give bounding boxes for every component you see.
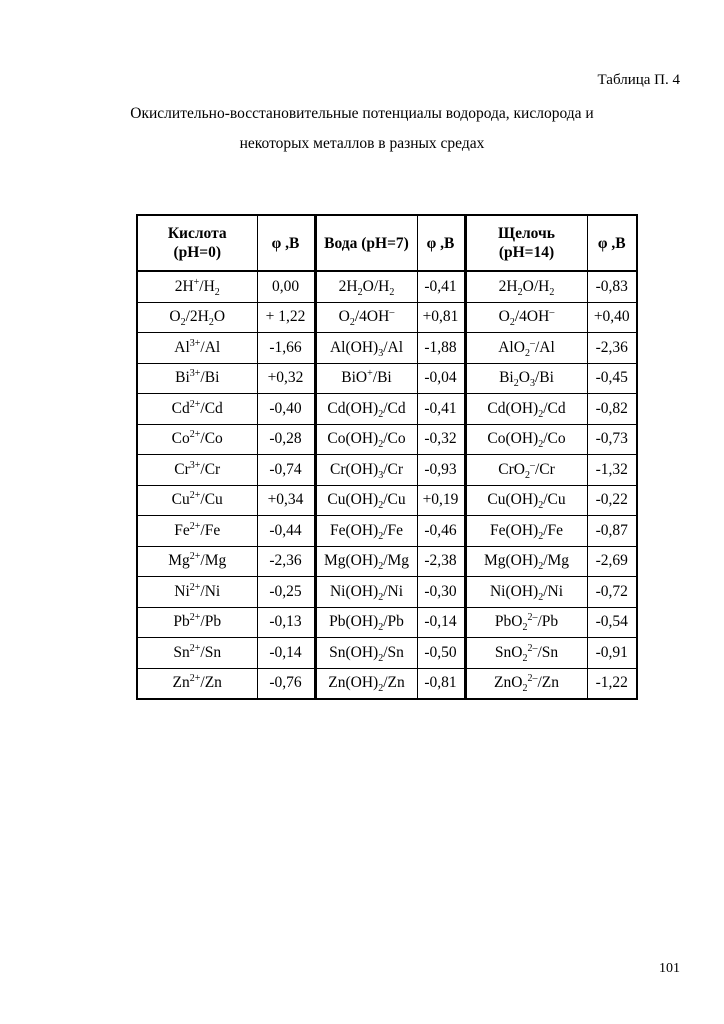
formula-part: Ni(OH) bbox=[489, 582, 539, 600]
table-row bbox=[137, 668, 637, 699]
alkali-potential-cell: -0,72 bbox=[587, 577, 637, 608]
formula-part: Cd bbox=[171, 399, 190, 417]
acid-potential-cell: -0,76 bbox=[257, 668, 315, 699]
formula-part: Al(OH) bbox=[329, 338, 379, 356]
formula-part: 2 bbox=[522, 652, 528, 664]
alkali-formula-cell bbox=[465, 668, 587, 699]
water-formula-cell bbox=[315, 485, 417, 516]
formula-part: CrO bbox=[498, 460, 525, 478]
acid-potential-cell: 0,00 bbox=[257, 271, 315, 302]
acid-formula-cell bbox=[137, 546, 257, 577]
formula-part: /4OH bbox=[354, 308, 390, 326]
alkali-potential-cell: -0,45 bbox=[587, 363, 637, 394]
water-potential-cell: -0,04 bbox=[417, 363, 465, 394]
water-formula-cell bbox=[315, 363, 417, 394]
formula-part: O bbox=[518, 369, 530, 387]
formula-part: /Cd bbox=[200, 399, 223, 417]
header-acid-line1: Кислота bbox=[167, 225, 227, 242]
formula-part: 2H bbox=[338, 277, 358, 295]
formula-part: Mg(OH) bbox=[323, 552, 379, 570]
formula-part: 3 bbox=[378, 469, 384, 481]
formula-part: 2 bbox=[513, 378, 519, 390]
water-potential-cell: +0,81 bbox=[417, 302, 465, 333]
formula-part: Sn bbox=[173, 643, 190, 661]
alkali-potential-cell: -0,87 bbox=[587, 516, 637, 547]
alkali-formula-cell bbox=[465, 455, 587, 486]
formula-part: Pb bbox=[173, 613, 190, 631]
formula-part: /Fe bbox=[383, 521, 404, 539]
formula-part: Bi bbox=[499, 369, 514, 387]
acid-potential-cell: -0,74 bbox=[257, 455, 315, 486]
formula-part: /Bi bbox=[200, 369, 220, 387]
table-row bbox=[137, 546, 637, 577]
table-title-line-1: Окислительно-восстановительные потенциалы водорода, кислорода и bbox=[130, 105, 594, 122]
formula-part: Zn(OH) bbox=[328, 674, 379, 692]
water-formula-cell bbox=[315, 516, 417, 547]
water-formula-cell bbox=[315, 394, 417, 425]
water-formula-cell bbox=[315, 271, 417, 302]
acid-formula-cell bbox=[137, 394, 257, 425]
formula-part: Cu(OH) bbox=[327, 491, 379, 509]
formula-part: 2 bbox=[549, 286, 555, 298]
formula-part: /Al bbox=[383, 338, 404, 356]
acid-formula-cell bbox=[137, 455, 257, 486]
formula-part: Cu(OH) bbox=[487, 491, 539, 509]
formula-part: 2 bbox=[180, 317, 186, 329]
formula-part: /Cu bbox=[543, 491, 566, 509]
formula-part: Fe(OH) bbox=[489, 521, 539, 539]
formula-part: 2 bbox=[538, 530, 544, 542]
water-potential-cell: -0,46 bbox=[417, 516, 465, 547]
formula-part: /Cr bbox=[383, 460, 404, 478]
formula-part: 2 bbox=[538, 561, 544, 573]
formula-part: /Al bbox=[200, 338, 221, 356]
alkali-formula-cell bbox=[465, 333, 587, 364]
formula-part: 2+ bbox=[189, 429, 201, 441]
water-potential-cell: -0,81 bbox=[417, 668, 465, 699]
formula-part: /Zn bbox=[383, 674, 405, 692]
table-row bbox=[137, 302, 637, 333]
formula-part: 2 bbox=[538, 408, 544, 420]
acid-potential-cell: -0,40 bbox=[257, 394, 315, 425]
formula-part: 2 bbox=[522, 622, 528, 634]
formula-part: /Cu bbox=[383, 491, 406, 509]
acid-formula-cell bbox=[137, 516, 257, 547]
formula-part: – bbox=[529, 459, 535, 471]
formula-part: /H bbox=[199, 277, 215, 295]
formula-part: 2+ bbox=[189, 581, 201, 593]
alkali-potential-cell: -0,54 bbox=[587, 607, 637, 638]
acid-formula-cell bbox=[137, 424, 257, 455]
formula-part: /Mg bbox=[543, 552, 570, 570]
formula-part: /Zn bbox=[200, 674, 222, 692]
formula-part: 2+ bbox=[189, 398, 201, 410]
formula-part: /Cu bbox=[200, 491, 223, 509]
acid-formula-cell bbox=[137, 638, 257, 669]
formula-part: 2– bbox=[527, 612, 538, 624]
alkali-potential-cell: -0,82 bbox=[587, 394, 637, 425]
formula-part: 2 bbox=[378, 622, 384, 634]
formula-part: O bbox=[213, 308, 226, 326]
formula-part: /Al bbox=[534, 338, 555, 356]
alkali-potential-cell: -0,91 bbox=[587, 638, 637, 669]
table-body bbox=[137, 271, 637, 699]
acid-formula-cell bbox=[137, 577, 257, 608]
formula-part: 2+ bbox=[189, 490, 201, 502]
water-potential-cell: -0,30 bbox=[417, 577, 465, 608]
formula-part: 2 bbox=[378, 652, 384, 664]
acid-potential-cell: -2,36 bbox=[257, 546, 315, 577]
formula-part: 2H bbox=[498, 277, 518, 295]
table-row bbox=[137, 607, 637, 638]
formula-part: /Fe bbox=[543, 521, 564, 539]
alkali-formula-cell bbox=[465, 363, 587, 394]
formula-part: 2 bbox=[538, 439, 544, 451]
formula-part: 2 bbox=[378, 439, 384, 451]
formula-part: 2H bbox=[174, 277, 194, 295]
formula-part: + bbox=[367, 368, 373, 380]
formula-part: 2 bbox=[538, 500, 544, 512]
table-row bbox=[137, 577, 637, 608]
formula-part: O/H bbox=[362, 277, 390, 295]
formula-part: Fe(OH) bbox=[329, 521, 379, 539]
formula-part: 2 bbox=[389, 286, 395, 298]
formula-part: Cu bbox=[171, 491, 190, 509]
formula-part: 2 bbox=[378, 591, 384, 603]
formula-part: 2 bbox=[522, 683, 528, 695]
formula-part: 2 bbox=[208, 317, 214, 329]
formula-part: AlO bbox=[498, 338, 525, 356]
water-formula-cell bbox=[315, 302, 417, 333]
formula-part: /Mg bbox=[383, 552, 410, 570]
formula-part: Cd(OH) bbox=[327, 399, 379, 417]
formula-part: /Ni bbox=[383, 582, 404, 600]
potentials-table bbox=[136, 214, 638, 700]
acid-potential-cell: -0,14 bbox=[257, 638, 315, 669]
alkali-formula-cell bbox=[465, 577, 587, 608]
formula-part: 2 bbox=[378, 500, 384, 512]
formula-part: Co(OH) bbox=[327, 430, 379, 448]
formula-part: Al bbox=[174, 338, 190, 356]
formula-part: Cr(OH) bbox=[329, 460, 379, 478]
formula-part: /Co bbox=[383, 430, 406, 448]
water-formula-cell bbox=[315, 638, 417, 669]
formula-part: Ni(OH) bbox=[329, 582, 379, 600]
formula-part: 3 bbox=[529, 378, 535, 390]
formula-part: /Zn bbox=[537, 674, 559, 692]
formula-part: 2 bbox=[214, 286, 220, 298]
formula-part: 2– bbox=[527, 673, 538, 685]
table-row bbox=[137, 363, 637, 394]
formula-part: 2 bbox=[378, 561, 384, 573]
table-row bbox=[137, 455, 637, 486]
table-title-line-2: некоторых металлов в разных средах bbox=[239, 135, 485, 152]
water-potential-cell: -0,93 bbox=[417, 455, 465, 486]
formula-part: 2+ bbox=[189, 551, 201, 563]
table-row bbox=[137, 333, 637, 364]
formula-part: O/H bbox=[522, 277, 550, 295]
formula-part: Mg bbox=[168, 552, 190, 570]
formula-part: 2+ bbox=[189, 673, 201, 685]
water-potential-cell: -0,41 bbox=[417, 394, 465, 425]
acid-potential-cell: +0,32 bbox=[257, 363, 315, 394]
alkali-formula-cell bbox=[465, 546, 587, 577]
formula-part: /Co bbox=[200, 430, 223, 448]
formula-part: ZnO bbox=[494, 674, 523, 692]
table-row bbox=[137, 638, 637, 669]
table-label: Таблица П. 4 bbox=[597, 72, 680, 88]
acid-formula-cell bbox=[137, 363, 257, 394]
acid-potential-cell: -1,66 bbox=[257, 333, 315, 364]
table-row bbox=[137, 485, 637, 516]
alkali-potential-cell: +0,40 bbox=[587, 302, 637, 333]
acid-potential-cell: -0,13 bbox=[257, 607, 315, 638]
alkali-formula-cell bbox=[465, 424, 587, 455]
acid-potential-cell: +0,34 bbox=[257, 485, 315, 516]
formula-part: – bbox=[549, 307, 555, 319]
formula-part: Zn bbox=[172, 674, 190, 692]
alkali-potential-cell: -0,83 bbox=[587, 271, 637, 302]
formula-part: /Pb bbox=[200, 613, 222, 631]
formula-part: /2H bbox=[185, 308, 209, 326]
formula-part: Mg(OH) bbox=[483, 552, 539, 570]
table-row bbox=[137, 516, 637, 547]
alkali-formula-cell bbox=[465, 302, 587, 333]
alkali-formula-cell bbox=[465, 607, 587, 638]
acid-formula-cell bbox=[137, 333, 257, 364]
formula-part: 3+ bbox=[189, 459, 201, 471]
formula-part: /4OH bbox=[514, 308, 550, 326]
alkali-potential-cell: -0,73 bbox=[587, 424, 637, 455]
alkali-potential-cell: -2,69 bbox=[587, 546, 637, 577]
formula-part: – bbox=[389, 307, 395, 319]
formula-part: 2 bbox=[538, 591, 544, 603]
formula-part: 2 bbox=[378, 683, 384, 695]
table-row bbox=[137, 394, 637, 425]
acid-formula-cell bbox=[137, 668, 257, 699]
acid-potential-cell: -0,44 bbox=[257, 516, 315, 547]
water-potential-cell: -2,38 bbox=[417, 546, 465, 577]
water-formula-cell bbox=[315, 577, 417, 608]
table-row bbox=[137, 271, 637, 302]
formula-part: 3+ bbox=[189, 368, 201, 380]
formula-part: BiO bbox=[341, 369, 368, 387]
formula-part: 2 bbox=[517, 286, 523, 298]
acid-potential-cell: -0,28 bbox=[257, 424, 315, 455]
formula-part: Pb(OH) bbox=[329, 613, 379, 631]
formula-part: 2– bbox=[527, 642, 538, 654]
formula-part: /Pb bbox=[383, 613, 404, 631]
acid-potential-cell: -0,25 bbox=[257, 577, 315, 608]
formula-part: 2 bbox=[357, 286, 363, 298]
formula-part: /Cr bbox=[200, 460, 221, 478]
water-potential-cell: -0,14 bbox=[417, 607, 465, 638]
formula-part: 2 bbox=[349, 317, 355, 329]
formula-part: Co(OH) bbox=[487, 430, 539, 448]
acid-formula-cell bbox=[137, 607, 257, 638]
formula-part: Cd(OH) bbox=[487, 399, 539, 417]
formula-part: /Ni bbox=[200, 582, 221, 600]
formula-part: Bi bbox=[175, 369, 190, 387]
water-potential-cell: -1,88 bbox=[417, 333, 465, 364]
acid-formula-cell bbox=[137, 302, 257, 333]
acid-formula-cell bbox=[137, 485, 257, 516]
formula-part: Co bbox=[171, 430, 190, 448]
header-row bbox=[137, 215, 637, 271]
page-number: 101 bbox=[659, 961, 680, 976]
formula-part: /Cd bbox=[383, 399, 406, 417]
water-potential-cell: +0,19 bbox=[417, 485, 465, 516]
water-potential-cell: -0,41 bbox=[417, 271, 465, 302]
header-phi-water: φ ,В bbox=[417, 215, 465, 271]
formula-part: + bbox=[193, 276, 200, 288]
formula-part: O bbox=[498, 308, 510, 326]
formula-part: /Pb bbox=[537, 613, 559, 631]
alkali-potential-cell: -0,22 bbox=[587, 485, 637, 516]
formula-part: /Sn bbox=[200, 643, 222, 661]
water-formula-cell bbox=[315, 333, 417, 364]
formula-part: /Sn bbox=[537, 643, 559, 661]
formula-part: 3 bbox=[378, 347, 384, 359]
formula-part: /Bi bbox=[372, 369, 392, 387]
water-formula-cell bbox=[315, 668, 417, 699]
header-alkali bbox=[465, 215, 587, 271]
formula-part: /Sn bbox=[383, 643, 404, 661]
alkali-formula-cell bbox=[465, 638, 587, 669]
formula-part: PbO bbox=[494, 613, 523, 631]
alkali-formula-cell bbox=[465, 271, 587, 302]
formula-part: Cr bbox=[174, 460, 190, 478]
formula-part: Sn(OH) bbox=[329, 643, 379, 661]
water-formula-cell bbox=[315, 455, 417, 486]
header-phi-alkali: φ ,В bbox=[587, 215, 637, 271]
header-phi-acid: φ ,В bbox=[257, 215, 315, 271]
alkali-potential-cell: -1,32 bbox=[587, 455, 637, 486]
alkali-formula-cell bbox=[465, 394, 587, 425]
formula-part: 2+ bbox=[189, 612, 201, 624]
formula-part: 2+ bbox=[189, 520, 201, 532]
water-formula-cell bbox=[315, 424, 417, 455]
formula-part: /Mg bbox=[200, 552, 227, 570]
water-potential-cell: -0,32 bbox=[417, 424, 465, 455]
formula-part: Fe bbox=[174, 521, 190, 539]
formula-part: 2+ bbox=[189, 642, 201, 654]
water-formula-cell bbox=[315, 546, 417, 577]
formula-part: 2 bbox=[378, 530, 384, 542]
formula-part: /Ni bbox=[543, 582, 564, 600]
alkali-formula-cell bbox=[465, 516, 587, 547]
water-formula-cell bbox=[315, 607, 417, 638]
acid-formula-cell bbox=[137, 271, 257, 302]
table-row bbox=[137, 424, 637, 455]
formula-part: /Bi bbox=[534, 369, 554, 387]
header-acid bbox=[137, 215, 257, 271]
formula-part: 3+ bbox=[189, 337, 201, 349]
header-alkali-line2: (pH=14) bbox=[498, 244, 555, 261]
alkali-formula-cell bbox=[465, 485, 587, 516]
formula-part: 2 bbox=[524, 347, 530, 359]
formula-part: 2 bbox=[509, 317, 515, 329]
header-alkali-line1: Щелочь bbox=[498, 225, 555, 242]
formula-part: Ni bbox=[174, 582, 190, 600]
formula-part: /Cd bbox=[543, 399, 566, 417]
acid-potential-cell: + 1,22 bbox=[257, 302, 315, 333]
alkali-potential-cell: -1,22 bbox=[587, 668, 637, 699]
formula-part: 2 bbox=[378, 408, 384, 420]
formula-part: – bbox=[529, 337, 535, 349]
formula-part: /Co bbox=[543, 430, 566, 448]
formula-part: /Cr bbox=[534, 460, 555, 478]
formula-part: /Fe bbox=[200, 521, 221, 539]
alkali-potential-cell: -2,36 bbox=[587, 333, 637, 364]
header-water: Вода (pH=7) bbox=[315, 215, 417, 271]
header-acid-line2: (pH=0) bbox=[173, 244, 222, 261]
formula-part: O bbox=[169, 308, 181, 326]
formula-part: O bbox=[338, 308, 350, 326]
formula-part: SnO bbox=[494, 643, 523, 661]
formula-part: 2 bbox=[524, 469, 530, 481]
water-potential-cell: -0,50 bbox=[417, 638, 465, 669]
